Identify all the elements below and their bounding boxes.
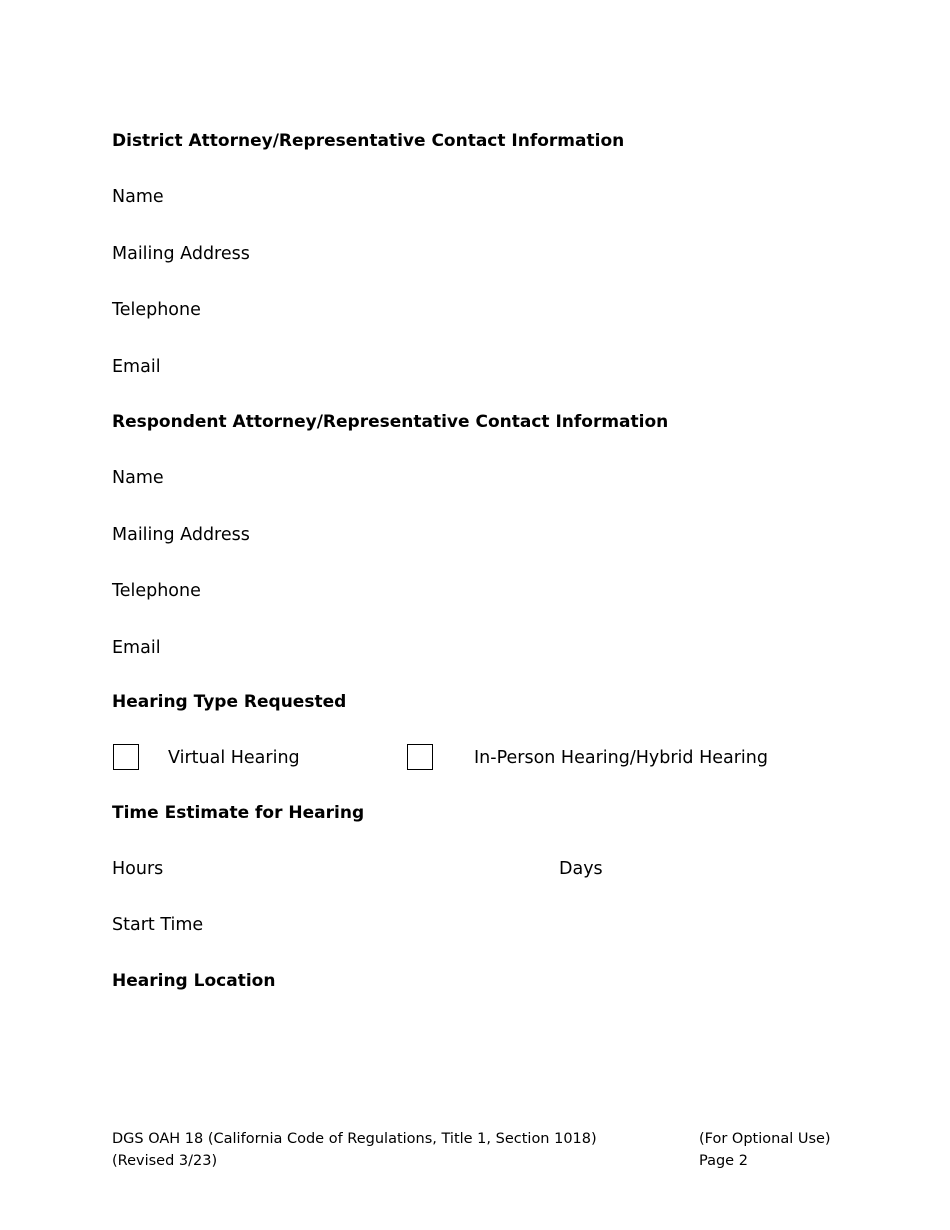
footer-page-number: Page 2 (699, 1153, 748, 1169)
footer-form-id: DGS OAH 18 (California Code of Regulations, Title 1, Section 1018) (112, 1131, 597, 1147)
respondent-name-label: Name (112, 468, 164, 488)
district-mailing-address-label: Mailing Address (112, 244, 250, 264)
virtual-hearing-label: Virtual Hearing (168, 748, 300, 768)
district-name-label: Name (112, 187, 164, 207)
footer-optional-use: (For Optional Use) (699, 1131, 831, 1147)
in-person-hearing-label: In-Person Hearing/Hybrid Hearing (474, 748, 768, 768)
respondent-mailing-address-label: Mailing Address (112, 525, 250, 545)
hours-label: Hours (112, 859, 164, 879)
district-attorney-heading: District Attorney/Representative Contact Information (112, 131, 625, 151)
district-telephone-label: Telephone (112, 300, 201, 320)
time-estimate-heading: Time Estimate for Hearing (112, 803, 365, 823)
footer-revised: (Revised 3/23) (112, 1153, 218, 1169)
respondent-telephone-label: Telephone (112, 581, 201, 601)
virtual-hearing-checkbox[interactable] (113, 744, 139, 770)
respondent-email-label: Email (112, 638, 161, 658)
respondent-attorney-heading: Respondent Attorney/Representative Contact Information (112, 412, 669, 432)
start-time-label: Start Time (112, 915, 204, 935)
hearing-type-heading: Hearing Type Requested (112, 692, 347, 712)
in-person-hearing-checkbox[interactable] (407, 744, 433, 770)
hearing-location-heading: Hearing Location (112, 971, 276, 991)
days-label: Days (559, 859, 603, 879)
district-email-label: Email (112, 357, 161, 377)
